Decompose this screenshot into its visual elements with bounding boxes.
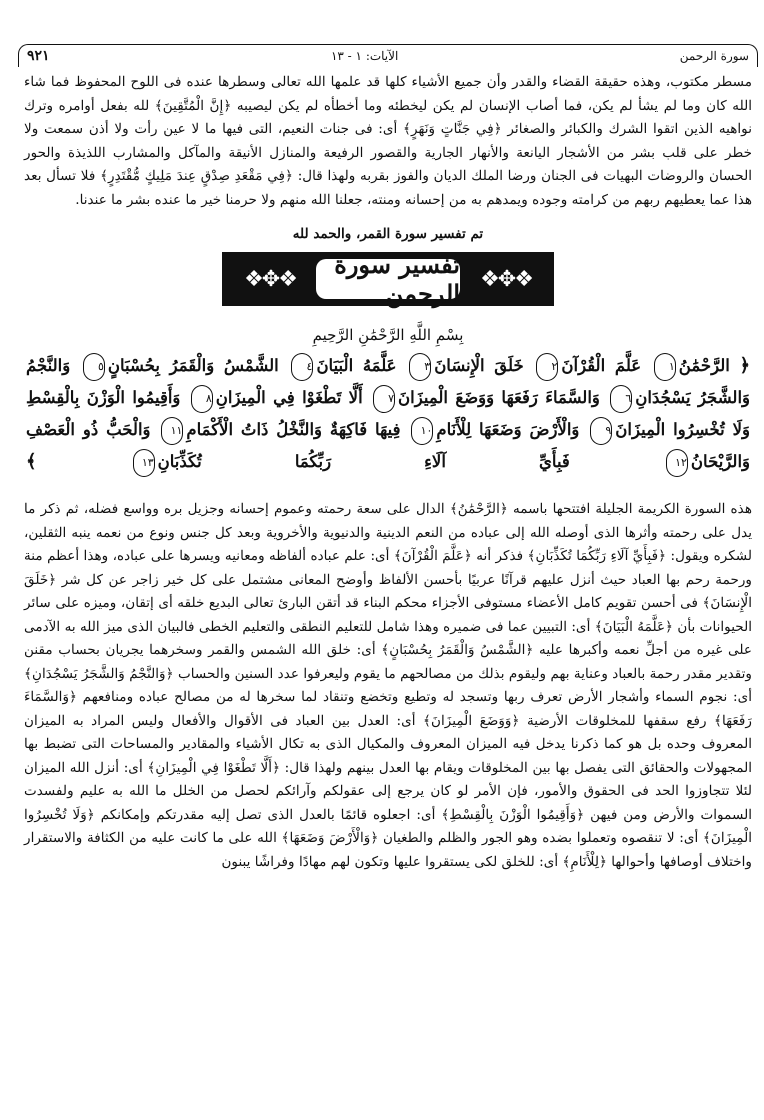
ayah-number-marker: ٣ [409, 353, 431, 381]
verse-text: عَلَّمَ الْقُرْآنَ [561, 356, 642, 375]
verse-text: وَالنَّجْمُ وَالشَّجَرُ يَسْجُدَانِ [26, 356, 750, 407]
surah-title-banner [222, 252, 554, 306]
rahman-tafsir [18, 494, 758, 874]
ayah-number-marker: ١١ [161, 417, 183, 445]
running-header [18, 44, 758, 67]
verse-text: وَالسَّمَاءَ رَفَعَهَا وَوَضَعَ الْمِيزَانَ [398, 388, 600, 407]
ayah-number-marker: ٩ [590, 417, 612, 445]
verse-text: عَلَّمَهُ الْبَيَانَ [316, 356, 397, 375]
previous-surah-tafsir [18, 67, 758, 212]
verse-text: الشَّمْسُ وَالْقَمَرُ بِحُسْبَانٍ [107, 356, 279, 375]
verse-text: فِيهَا فَاكِهَةٌ وَالنَّخْلُ ذَاتُ الْأَكْمَامِ [186, 420, 401, 439]
open-ornate-bracket-icon: ﴿ [739, 355, 751, 376]
verse-text: الرَّحْمَٰنُ [678, 356, 730, 375]
quran-verses [18, 350, 758, 478]
tafsir-paragraph: مسطر مكتوب، وهذه حقيقة القضاء والقدر وأن جميع الأشياء كلها قد علمها الله تعالى وسطرها عنده فى اللوح المحفوظ فما شاء الله كان وما لم يشأ لم يكن، فما أصاب الإنسان لم يكن ليخطئه وما أخطأه لم يكن ليصيبه ﴿إِنَّ الْمُتَّقِينَ﴾ لله بفعل أوامره وترك نواهيه الذين اتقوا الشرك والكبائر والصغائر ﴿فِي جَنَّاتٍ وَنَهَرٍ﴾ أى: فى جنات النعيم، التى فيها ما لا عين رأت ولا أذن سمعت ولا خطر على قلب بشر من الأشجار اليانعة والأنهار الجارية والقصور الرفيعة والمنازل الأنيقة والمآكل والمشارب اللذيذة والحور الحسان والروضات البهيات فى الجنان ورضا الملك الديان والفوز بقربه ولهذا قال: ﴿فِي مَقْعَدِ صِدْقٍ عِندَ مَلِيكٍ مُّقْتَدِرٍ﴾ فلا تسأل بعد هذا عما يعطيهم ربهم من كرامته وجوده ويمدهم به من إحسانه ومنته، جعلنا الله منهم ولا حرمنا خير ما عنده بشر ما عندنا. [24, 74, 752, 208]
basmala: بِسْمِ اللَّهِ الرَّحْمَٰنِ الرَّحِيمِ [312, 326, 464, 344]
ayah-number-marker: ٧ [373, 385, 395, 413]
ornament-icon: ❖✥❖ [244, 266, 296, 292]
tafsir-paragraph: هذه السورة الكريمة الجليلة افتتحها باسمه ﴿الرَّحْمَٰنُ﴾ الدال على سعة رحمته وعموم إحسانه وجزيل بره وواسع فضله، ثم ذكر ما يدل على رحمته وأثرها الذى أوصله الله إلى عباده من النعم الدينية والدنيوية والأخروية وبعد كل جنس ونوع من نعمه ينبه الثقلين، لشكره ويقول: ﴿فَبِأَيِّ آلَاءِ رَبِّكُمَا تُكَذِّبَانِ﴾ فذكر أنه ﴿عَلَّمَ الْقُرْآنَ﴾ أى: علم عباده ألفاظه ومعانيه ويسرها على عباده، وهذا أعظم منة ورحمة رحم بها العباد حيث أنزل عليهم قرآنًا عربيًا بأحسن الألفاظ وأوضح المعانى مشتمل على كل خير زاجر عن كل شر ﴿خَلَقَ الْإِنسَانَ﴾ فى أحسن تقويم كامل الأعضاء مستوفى الأجزاء محكم البناء قد أتقن البارئ تعالى البديع خلقه أى إتقان، وميزه على سائر الحيوانات بأن ﴿عَلَّمَهُ الْبَيَانَ﴾ أى: التبيين عما فى ضميره وهذا شامل للتعليم النطقى والتعليم الخطى فالبيان الذى ميز الله به الآدمى على غيره من أجلِّ نعمه وأكبرها عليه ﴿الشَّمْسُ وَالْقَمَرُ بِحُسْبَانٍ﴾ أى: خلق الله الشمس والقمر وسخرهما يجريان بحساب مقنن وتقدير مقدر رحمة بالعباد وعناية بهم وليقوم بذلك من مصالحهم ما يقوم وليعرفوا عدد السنين والحساب ﴿وَالنَّجْمُ وَالشَّجَرُ يَسْجُدَانِ﴾ أى: نجوم السماء وأشجار الأرض تعرف ربها وتسجد له وتطيع وتخضع وتنقاد لما سخرها له من مصالح عباده ومنافعهم ﴿وَالسَّمَاءَ رَفَعَهَا﴾ رفع سقفها للمخلوقات الأرضية ﴿وَوَضَعَ الْمِيزَانَ﴾ أى: العدل بين العباد فى الأقوال والأفعال وليس المراد به الميزان المعروف وحده بل هو كما ذكرنا يدخل فيه الميزان المعروف والمكيال الذى به تكال الأشياء والمقادير والمساحات التى تضبط بها المجهولات والحقائق التى يفصل بها بين المخلوقات ويقام بها العدل بينهم ولهذا قال: ﴿أَلَّا تَطْغَوْا فِي الْمِيزَانِ﴾ أى: أنزل الله الميزان لئلا تتجاوزوا الحد فى الحقوق والأمور، فإن الأمر لو كان يرجع إلى عقولكم وآرائكم لحصل من الخلل ما الله به عليم ولفسدت السموات والأرض ومن فيهن ﴿وَأَقِيمُوا الْوَزْنَ بِالْقِسْطِ﴾ أى: اجعلوه قائمًا بالعدل الذى تصل إليه مقدرتكم وإمكانكم ﴿وَلَا تُخْسِرُوا الْمِيزَانَ﴾ أى: لا تنقصوه وتعملوا بضده وهو الجور والظلم والطغيان ﴿وَالْأَرْضَ وَضَعَهَا﴾ الله على ما كانت عليه من الكثافة والاستقرار واختلاف أوصافها وأحوالها ﴿لِلْأَنَامِ﴾ أى: للخلق لكى يستقروا عليها وتكون لهم مهادًا وفراشًا يبنون [24, 501, 752, 870]
page-number: ٩٢١ [27, 48, 50, 64]
verse-text: وَالْحَبُّ ذُو الْعَصْفِ وَالرَّيْحَانُ [26, 420, 750, 471]
verse-text: خَلَقَ الْإِنسَانَ [434, 356, 524, 375]
surah-name: سورة الرحمن [679, 49, 749, 63]
ayah-number-marker: ١٣ [133, 449, 155, 477]
ayah-number-marker: ١٠ [411, 417, 433, 445]
ayah-number-marker: ٨ [191, 385, 213, 413]
verse-text: فَبِأَيِّ آلَاءِ رَبِّكُمَا تُكَذِّبَانِ [157, 452, 570, 471]
ayah-number-marker: ١٢ [666, 449, 688, 477]
surah-title: تفسير سورة الرحمن [316, 259, 460, 299]
ayah-number-marker: ٦ [610, 385, 632, 413]
verse-text: وَأَقِيمُوا الْوَزْنَ بِالْقِسْطِ وَلَا تُخْسِرُوا الْمِيزَانَ [26, 388, 751, 439]
ayah-number-marker: ٢ [536, 353, 558, 381]
surah-end-note: تم تفسير سورة القمر، والحمد لله [292, 226, 484, 242]
book-page [18, 44, 758, 874]
verse-text: أَلَّا تَطْغَوْا فِي الْمِيزَانِ [215, 388, 363, 407]
verse-text: وَالْأَرْضَ وَضَعَهَا لِلْأَنَامِ [436, 420, 580, 439]
ayah-number-marker: ٤ [291, 353, 313, 381]
ayah-number-marker: ١ [654, 353, 676, 381]
ayah-number-marker: ٥ [83, 353, 105, 381]
ayat-range: الآيات: ١ - ١٣ [330, 49, 399, 63]
close-ornate-bracket-icon: ﴾ [26, 451, 37, 472]
ornament-icon: ❖✥❖ [480, 266, 532, 292]
